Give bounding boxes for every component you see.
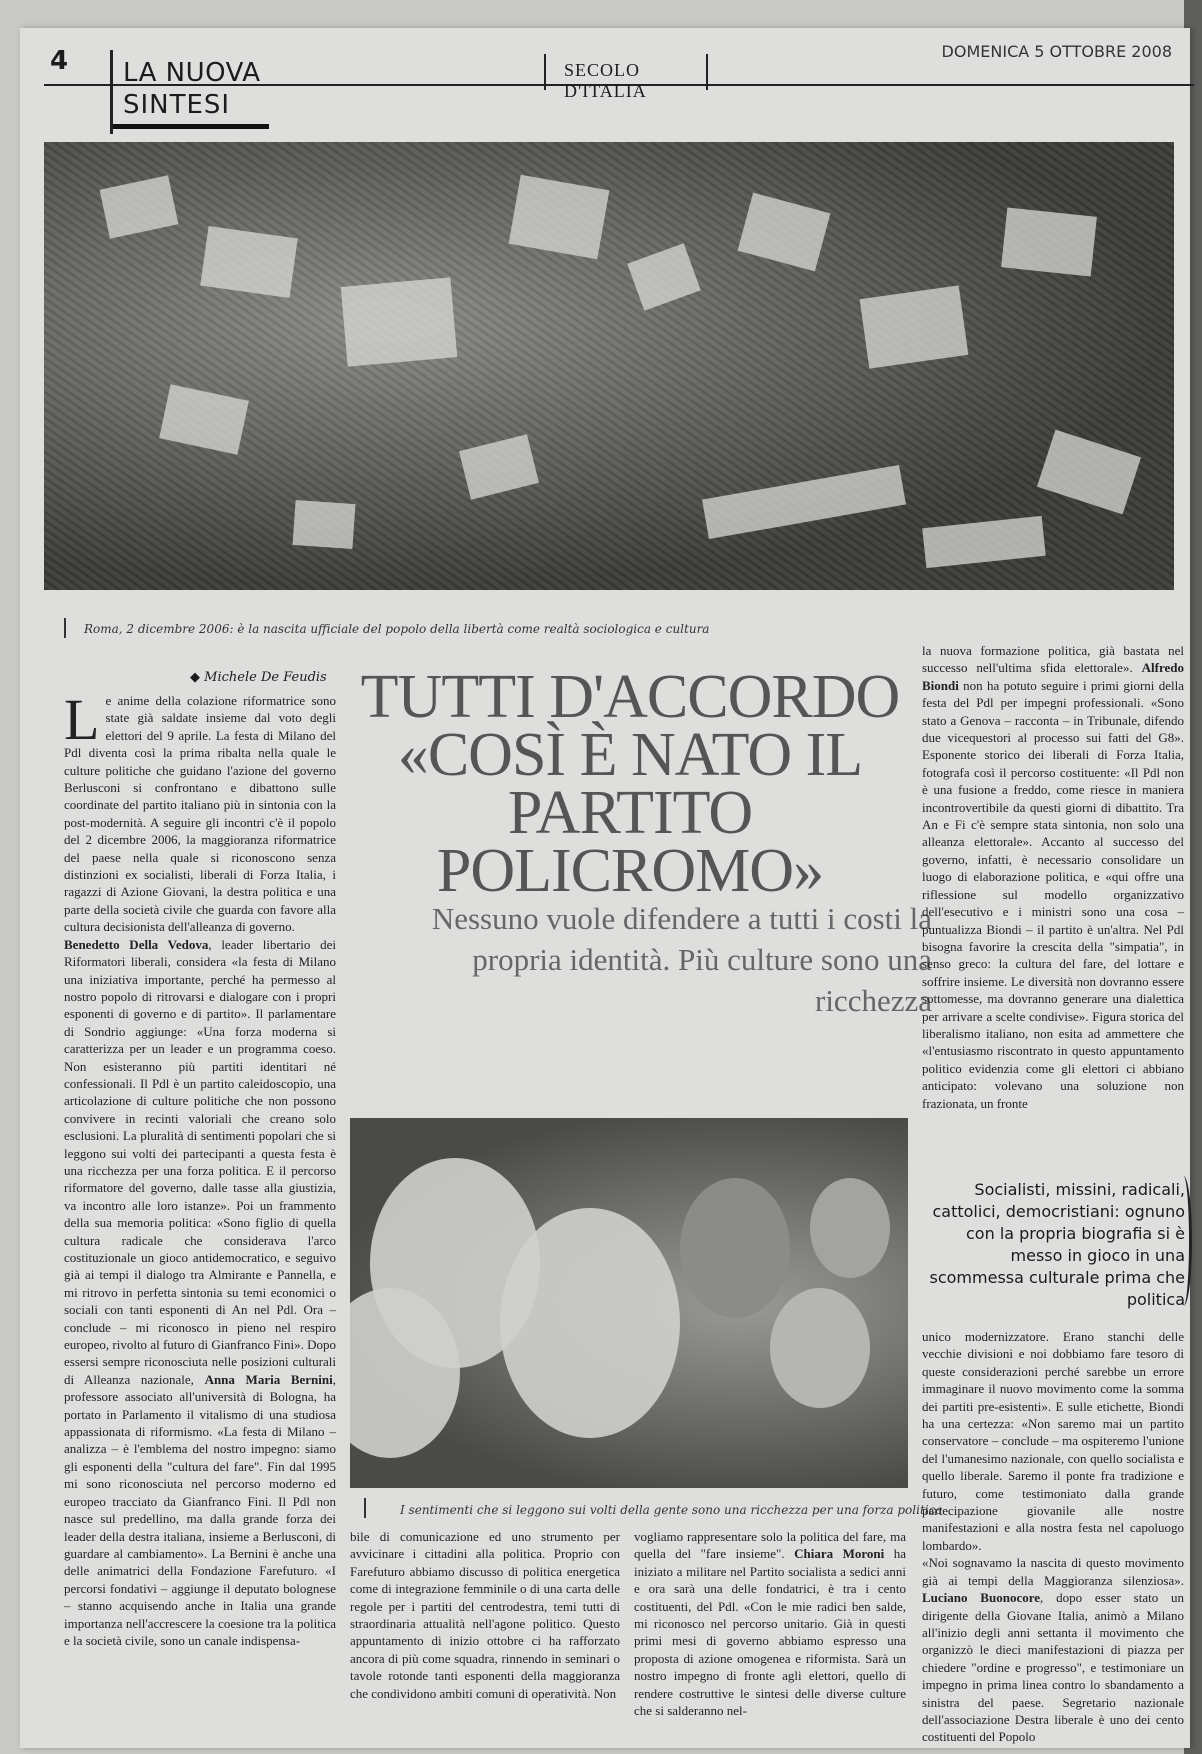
section-label-line1: LA NUOVA: [123, 58, 261, 88]
article-column-2: [350, 1528, 620, 1702]
col2-paragraph: bile di comunicazione ed uno strumento per avvicinare i cittadini alla politica. Proprio con Farefuturo abbiamo discusso di politica energetica come di integrazione femminile o di una carta delle regole per i partiti del centrodestra, temi tutti di straordinaria attualità nell'agone politico. Questo appuntamento di inizio ottobre ci ha rafforzato ancora di più come squadra, rinnendo in seminari o tavole rotonde tanti esponenti della maggioranza che condividono ambiti comuni di operatività. Non: [350, 1529, 620, 1701]
article-column-4-top: [922, 642, 1184, 1112]
photo-caption-top: Roma, 2 dicembre 2006: è la nascita ufficiale del popolo della libertà come realtà sociologica e cultura: [84, 622, 710, 636]
article-column-4-bottom: [922, 1328, 1184, 1746]
headline: TUTTI D'ACCORDO «COSÌ È NATO IL PARTITO POLICROMO»: [360, 663, 900, 905]
col1-paragraph-3: , professore associato all'università di Bologna, ha portato in Parlamento il vitalismo di una studiosa appassionata di riformismo. «La festa di Milano – analizza – è l'emblema del nostro impegno: siamo gli esponenti della "cultura del fare". Fin dal 1995 mi sono riconosciuta nel percorso moderno ed europeo tracciato da Gianfranco Fini. Il Pdl non nasce sul predellino, ma dalla grande forza dei leader della destra italiana, insieme a Berlusconi, di guardare al cambiamento». La Bernini è anche una delle animatrici della Fondazione Farefuturo. «I percorsi fondativi – aggiunge il deputato bolognese – stanno acquisendo anche in Italia una grande importanza nell'accrescere la coesione tra la politica e la società civile, sono un canale indispensa-: [64, 1371, 336, 1648]
pull-quote: Socialisti, missini, radicali, cattolici, democristiani: ognuno con la propria biografia si è messo in gioco in una scommessa culturale prima che politica: [929, 1180, 1185, 1309]
col4-name-buonocore: Luciano Buonocore: [922, 1590, 1041, 1606]
col4-name-biondi: Alfredo Biondi: [922, 660, 1185, 693]
section-label: [110, 50, 277, 134]
col3-paragraph-1: vogliamo rappresentare solo la politica del fare, ma quella del "fare insieme".: [634, 1529, 906, 1562]
col4-paragraph-1: la nuova formazione politica, già bastata nel successo nell'ultima sfida elettorale».: [922, 643, 1184, 676]
masthead: [544, 54, 708, 101]
masthead-title: SECOLO D'ITALIA: [564, 60, 647, 101]
col1-name-bernini: Anna Maria Bernini: [204, 1371, 333, 1387]
col4-paragraph-5: , dopo esser stato un dirigente della Giovane Italia, animò a Milano all'inizio degli anni settanta il movimento che organizzò le dieci manifestazioni di piazza per chiedere "ordine e progresso", e testimoniare un impegno in prima linea contro lo sbandamento a sinistra del paese. Segretario nazionale dell'associazione Destra liberale è uno dei cento costituenti del Popolo: [922, 1590, 1184, 1745]
drop-cap: L: [64, 687, 100, 752]
section-label-line2: SINTESI: [123, 90, 231, 120]
photo-caption-bottom: I sentimenti che si leggono sui volti della gente sono una ricchezza per una forza politica: [400, 1503, 943, 1517]
col1-paragraph-2: , leader libertario dei Riformatori liberali, considera «la festa di Milano una iniziativa importante, perché ha permesso al nostro popolo di ritrovarsi e dialogare con i propri esponenti di governo e di partito». Il parlamentare di Sondrio aggiunge: «Una forza moderna si caratterizza per un leader e un programma coeso. Non esisteranno più partiti identitari né confessionali. Il Pdl è un partito caleidoscopio, una articolazione di culture politiche che non possono convivere in recinti valoriali che creano solo esclusioni. La pluralità di sentimenti popolari che si leggono sui volti dei partecipanti a questa festa è una ricchezza per una forza politica. E il percorso riformatore del governo, dalle tasse alla giustizia, va incontro alle loro istanze». Poi un frammento della sua memoria politica: «Sono figlio di quella cultura radicale che considerava l'arco costituzionale un gioco antidemocratico, e seguivo già ai tempi il dialogo tra Almirante e Pannella, e mi ritrovo in perfetta sintonia su temi economici o sociali con tanti esponenti di An nel Pdl. Ora – conclude – mi riconosco in pieno nel respiro europeo, rivolto al futuro di Gianfranco Fini». Dopo essersi sempre riconosciuta nelle posizioni culturali di Alleanza nazionale,: [64, 936, 336, 1387]
caption-marker-2: [364, 1498, 366, 1518]
article-column-3: [634, 1528, 906, 1719]
crowd-photo: [44, 142, 1174, 590]
col4-paragraph-4: «Noi sognavamo la nascita di questo movimento già ai tempi della Maggioranza silenziosa».: [922, 1555, 1184, 1588]
byline: ◆ Michele De Feudis: [190, 670, 327, 685]
col3-name-moroni: Chiara Moroni: [794, 1546, 885, 1562]
col3-paragraph-2: ha iniziato a militare nel Partito socialista a sedici anni e ora sarà una delle fondatrici, è tra i cento costituenti, del Pdl. «Con le mie radici ben salde, mi riconosco nel percorso unitario. Già in questi primi mesi di governo abbiamo espresso una proposta di azione omogenea e riformista. Sarà un nostro impegno di fronte agli elettori, quello di rendere costruttive le sintesi delle diverse culture che si salderanno nel-: [634, 1546, 906, 1719]
section-label-bar: [113, 124, 269, 129]
byline-author: Michele De Feudis: [204, 670, 327, 685]
pull-quote-brace: [1175, 1176, 1192, 1306]
col1-name-della-vedova: Benedetto Della Vedova: [64, 936, 209, 952]
dateline: DOMENICA 5 OTTOBRE 2008: [941, 42, 1172, 61]
newspaper-page: [20, 28, 1190, 1748]
col4-paragraph-3: unico modernizzatore. Erano stanchi delle vecchie divisioni e noi dobbiamo fare tesoro di queste considerazioni perché sarebbe un errore immaginare il nuovo movimento come la somma dei partiti pre-esistenti». E sulle etichette, Biondi ha una certezza: «Non saremo mai un partito conservatore – conclude – ma ospiteremo l'unione del l'umanesimo nazionale, con quello socialista e quello liberale. Saremo il ponte fra tradizione e futuro, come testimoniato dalla grande partecipazione giovanile alle nostre manifestazioni e alla nostra festa nel capoluogo lombardo».: [922, 1329, 1184, 1553]
people-photo: [350, 1118, 908, 1488]
caption-marker: [64, 618, 66, 638]
col4-paragraph-2: non ha potuto seguire i primi giorni della festa del Pdl per impegni professionali. «Sono stato a Genova – racconta – in Tribunale, difendo due vicequestori al processo sui fatti del G8». Esponente storico dei liberali di Forza Italia, fotografa così il percorso costituente: «Il Pdl non è una fusione a freddo, come riesce in maniera incontrovertibile da questi giorni di dibattito. Tra An e Fi c'è sempre stata sintonia, non solo una alleanza elettorale». Accanto al successo del governo, infatti, è necessario consolidare un luogo di elaborazione politica, e «qui offre una riflessione sul modello organizzativo dell'esecutivo e i ministri sono una cosa – puntualizza Biondi – il partito è un'altra. Nel Pdl bisogna favorire la crescita della "simpatia", in senso greco: la cultura del fare, del lottare e soffrire insieme. Le diversità non dovranno essere sottomesse, ma dovranno generare una dialettica per arrivare a scelte condivise». Figura storica del liberalismo italiano, non esita ad ammettere che «l'entusiasmo riscontrato in questo appuntamento politico evidenzia come gli elettori ci abbiano anticipato: volevano una soluzione non frazionata, un fronte: [922, 677, 1184, 1111]
article-column-1: [64, 687, 336, 1649]
subheadline: Nessuno vuole difendere a tutti i costi la propria identità. Più culture sono una ricchezza: [431, 901, 932, 1018]
page-number: 4: [50, 46, 69, 76]
col1-paragraph-1: e anime della colazione riformatrice sono state già saldate insieme dal voto degli elettori del 9 aprile. La festa di Milano del Pdl diventa così la prima ribalta nella quale le culture politiche che guidano l'azione del governo Berlusconi si confrontano e dibattono sulle coordinate del partito italiano più in sintonia con la post-modernità. A seguire gli incontri c'è il popolo del 2 dicembre 2006, la maggioranza riformatrice del paese nella quale si riconoscono senza distinzioni ex socialisti, liberali di Forza Italia, i ragazzi di Azione Giovani, la destra politica e una parte della società civile che guarda con favore alla cultura decisionista dell'alleanza di governo.: [64, 693, 336, 935]
